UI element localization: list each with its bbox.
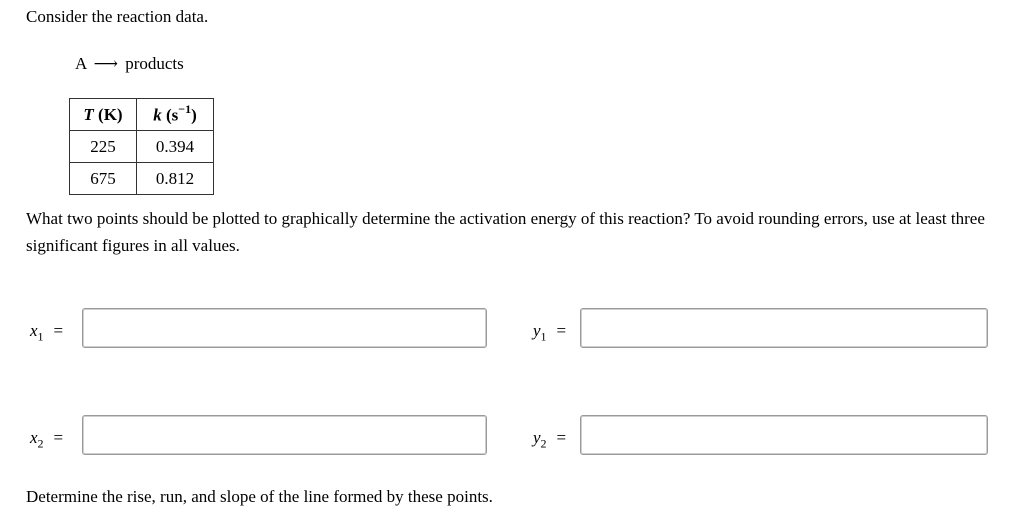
table-header-row <box>70 99 214 131</box>
cell-temperature: 225 <box>70 131 137 163</box>
x1-input[interactable] <box>82 308 487 348</box>
cell-rate-constant: 0.394 <box>137 131 214 163</box>
x2-input[interactable] <box>82 415 487 455</box>
x1-label: $x_1$ = <box>30 321 64 344</box>
reaction-arrow-icon: ⟶ <box>93 54 118 73</box>
reactant-label: A <box>75 54 87 73</box>
cell-rate-constant: 0.812 <box>137 163 214 195</box>
y2-label: $y_2$ = <box>533 428 567 451</box>
y1-label: $y_1$ = <box>533 321 567 344</box>
intro-text: Consider the reaction data. <box>26 7 209 26</box>
reaction-data-table <box>69 98 214 195</box>
product-label: products <box>125 54 184 73</box>
x2-label: $x_2$ = <box>30 428 64 451</box>
y1-input[interactable] <box>580 308 988 348</box>
cell-temperature: 675 <box>70 163 137 195</box>
y2-input[interactable] <box>580 415 988 455</box>
table-row <box>70 163 214 195</box>
reaction-equation <box>75 53 184 75</box>
instruction-text: Determine the rise, run, and slope of the line formed by these points. <box>26 487 493 506</box>
header-temperature: T (K) <box>70 99 137 131</box>
question-text: What two points should be plotted to graphically determine the activation energy of this reaction? To avoid rounding errors, use at least three significant figures in all values. <box>26 209 985 255</box>
header-rate-constant: k $(s^{-1})$ <box>137 99 214 131</box>
table-row <box>70 131 214 163</box>
